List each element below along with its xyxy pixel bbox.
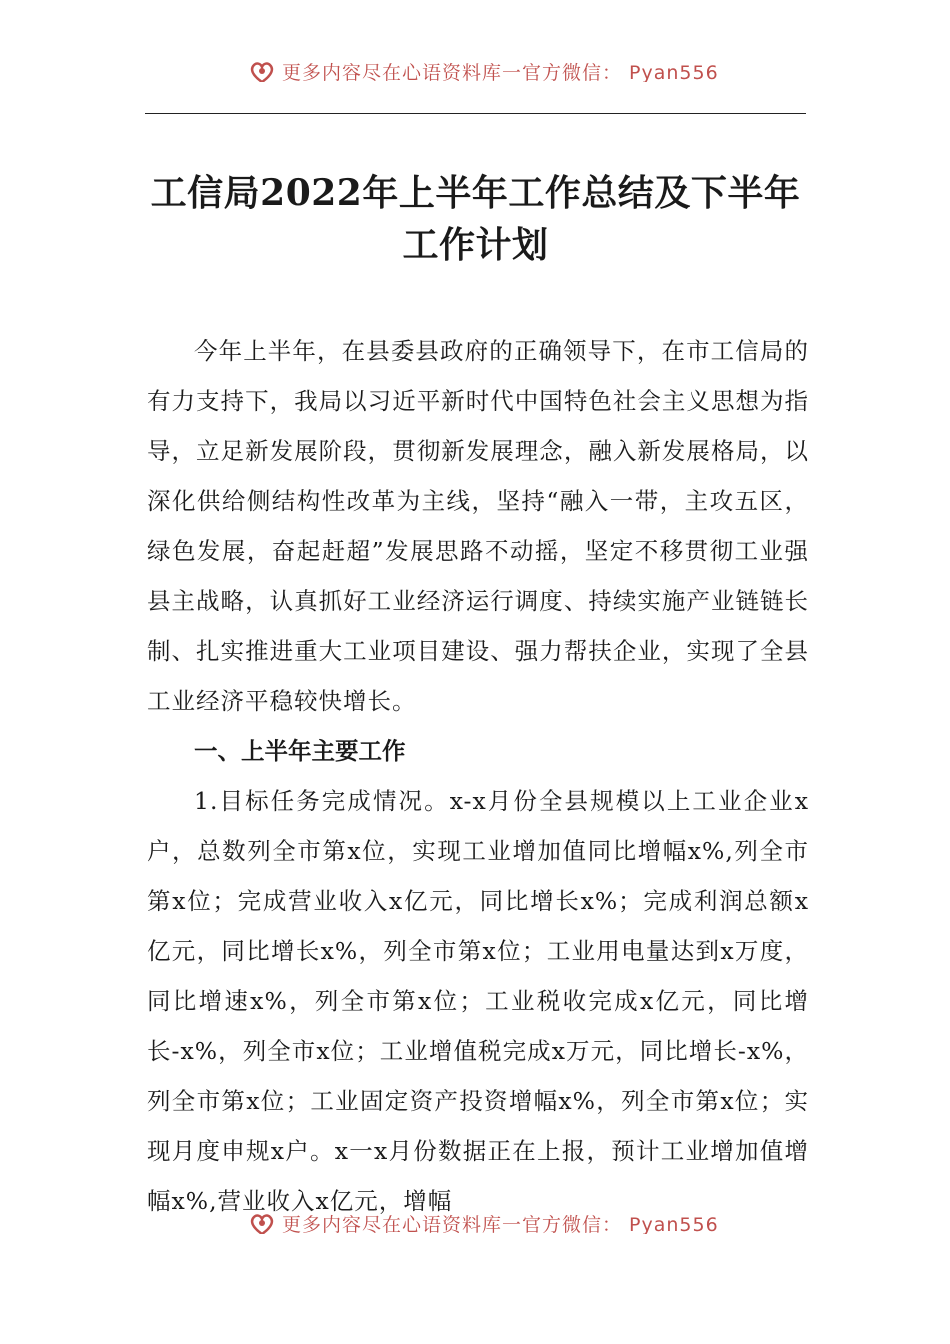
item-paragraph: 1.目标任务完成情况。x-x月份全县规模以上工业企业x户，总数列全市第x位，实现工业增加值同比增幅x%,列全市第x位；完成营业收入x亿元，同比增长x%；完成利润总额x亿元，同比增长x%，列全市第x位；工业用电量达到x万度，同比增速x%，列全市第x位；工业税收完成x亿元，同比增长-x%，列全市x位；工业增值税完成x万元，同比增长-x%，列全市第x位；工业固定资产投资增幅x%，列全市第x位；实现月度申规x户。x一x月份数据正在上报，预计工业增加值增幅x%,营业收入x亿元，增幅 (147, 787, 809, 1215)
header-watermark (0, 52, 950, 82)
watermark-text: 更多内容尽在心语资料库一官方微信： Pyan556 (282, 1214, 719, 1234)
watermark-text: 更多内容尽在心语资料库一官方微信： Pyan556 (282, 62, 719, 82)
section-heading: 一、上半年主要工作 (194, 737, 406, 765)
document-body (147, 326, 809, 1226)
document-title: 工信局2022年上半年工作总结及下半年工作计划 (150, 172, 801, 266)
heart-swirl-logo-icon (248, 1211, 276, 1235)
footer-watermark (0, 1204, 950, 1234)
heart-swirl-logo-icon (248, 59, 276, 83)
header-rule (145, 113, 806, 114)
intro-paragraph: 今年上半年，在县委县政府的正确领导下，在市工信局的有力支持下，我局以习近平新时代中国特色社会主义思想为指导，立足新发展阶段，贯彻新发展理念，融入新发展格局，以深化供给侧结构性改革为主线，坚持“融入一带，主攻五区，绿色发展，奋起赶超”发展思路不动摇，坚定不移贯彻工业强县主战略，认真抓好工业经济运行调度、持续实施产业链链长制、扎实推进重大工业项目建设、强力帮扶企业，实现了全县工业经济平稳较快增长。 (147, 337, 809, 715)
